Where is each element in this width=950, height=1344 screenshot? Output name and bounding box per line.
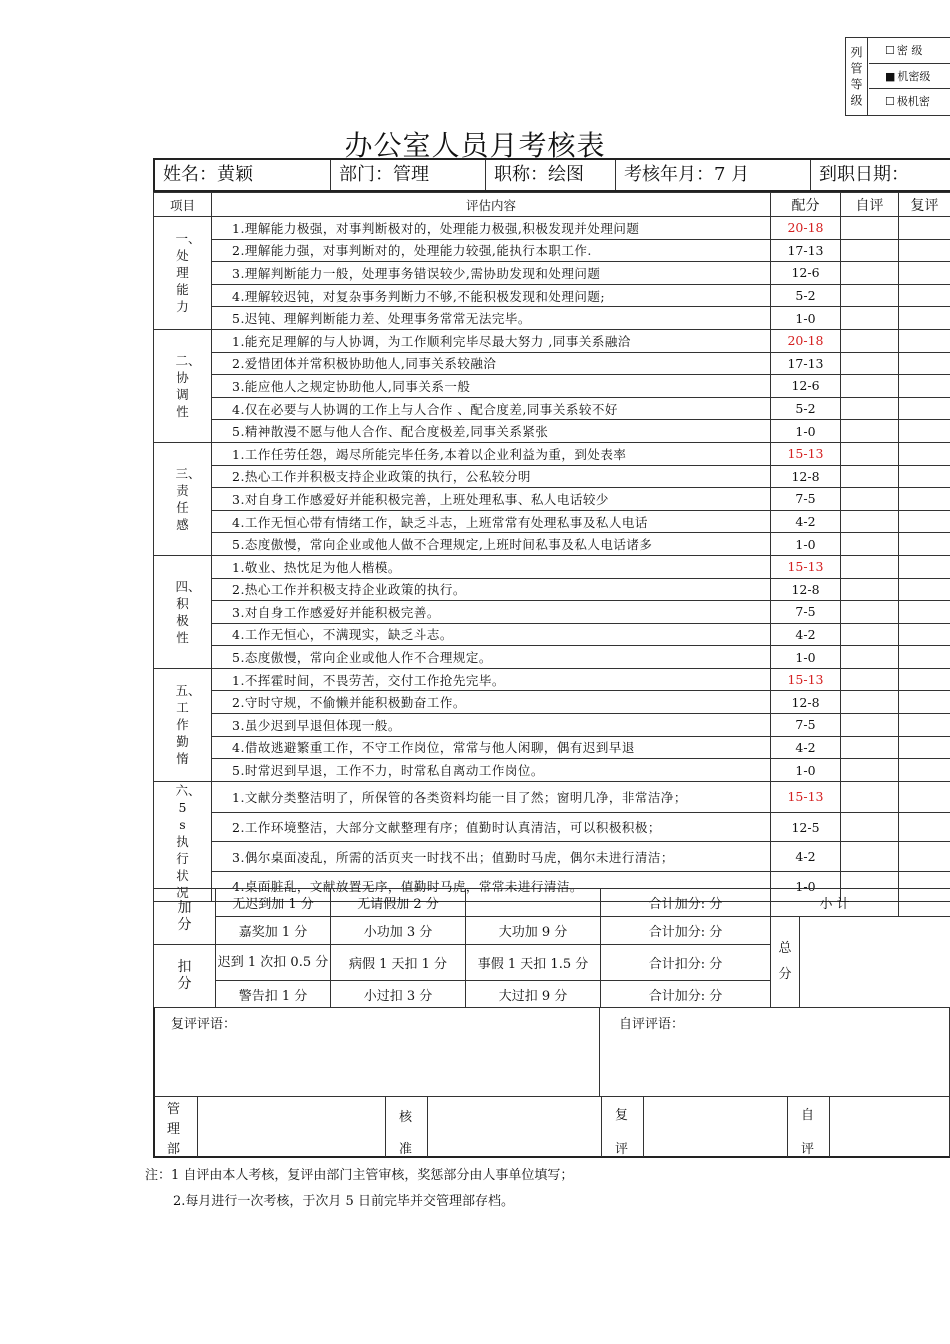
col-header-content: 评估内容 (212, 193, 771, 217)
deduct-total[interactable]: 合计扣分: 分 (601, 945, 771, 981)
review-comment-field[interactable] (165, 1032, 590, 1092)
criterion-text: 3.能应他人之规定协助他人,同事关系一般 (212, 375, 771, 398)
review-score-cell[interactable] (899, 465, 950, 488)
bonus-cell (466, 889, 601, 917)
criterion-text: 3.对自身工作感爱好并能积极完善。 (212, 601, 771, 624)
review-score-cell[interactable] (899, 510, 950, 533)
classification-label: 列管等级 (846, 38, 868, 115)
review-score-cell[interactable] (899, 533, 950, 556)
score-range: 1-0 (771, 759, 841, 782)
self-score-cell[interactable] (841, 691, 899, 714)
approve-sign-field[interactable] (429, 1097, 600, 1157)
criterion-text: 5.态度傲慢，常向企业或他人做不合理规定,上班时间私事及私人电话诸多 (212, 533, 771, 556)
review-score-cell[interactable] (899, 307, 950, 330)
deduct-cell: 大过扣 9 分 (466, 981, 601, 1008)
criterion-text: 3.偶尔桌面凌乱，所需的活页夹一时找不出；值勤时马虎，偶尔未进行清洁； (212, 842, 771, 872)
self-score-cell[interactable] (841, 239, 899, 262)
bonus-cell: 大功加 9 分 (466, 917, 601, 945)
score-range: 4-2 (771, 510, 841, 533)
bonus-total[interactable]: 合计加分: 分 (601, 917, 771, 945)
score-range: 4-2 (771, 842, 841, 872)
checkbox-icon[interactable]: ☐ (885, 44, 895, 57)
criterion-text: 2.理解能力强，对事判断对的，处理能力较强,能执行本职工作. (212, 239, 771, 262)
comments-section (153, 1007, 950, 1097)
review-score-cell[interactable] (899, 736, 950, 759)
deduct-total[interactable]: 合计加分: 分 (601, 981, 771, 1008)
criterion-text: 2.守时守规，不偷懒并能积极勤奋工作。 (212, 691, 771, 714)
deduct-cell: 迟到 1 次扣 0.5 分 (216, 945, 331, 981)
criterion-text: 1.文献分类整洁明了，所保管的各类资料均能一目了然；窗明几净，非常洁净； (212, 781, 771, 812)
self-score-cell[interactable] (841, 284, 899, 307)
page-title: 办公室人员月考核表 (344, 129, 606, 162)
criterion-text: 1.不挥霍时间，不畏劳苦，交付工作抢先完毕。 (212, 668, 771, 691)
score-range: 7-5 (771, 601, 841, 624)
self-comment-field[interactable] (610, 1032, 945, 1092)
review-score-cell[interactable] (899, 442, 950, 465)
deduct-cell: 警告扣 1 分 (216, 981, 331, 1008)
self-score-cell[interactable] (841, 397, 899, 420)
mgmt-sign-label: 管理部 (167, 1102, 181, 1157)
subtotal-review[interactable] (899, 889, 950, 917)
score-range: 4-2 (771, 623, 841, 646)
review-score-cell[interactable] (899, 284, 950, 307)
employee-header (153, 158, 950, 192)
review-score-cell[interactable] (899, 781, 950, 812)
self-score-cell[interactable] (841, 420, 899, 443)
self-score-cell[interactable] (841, 217, 899, 240)
deduct-cell: 小过扣 3 分 (331, 981, 466, 1008)
review-comment-label: 复评评语： (171, 1017, 237, 1032)
checkbox-icon[interactable]: ☐ (885, 95, 895, 108)
col-header-self: 自评 (841, 193, 899, 217)
criterion-text: 1.理解能力极强，对事判断极对的，处理能力极强,积极发现并处理问题 (212, 217, 771, 240)
self-score-cell[interactable] (841, 488, 899, 511)
col-header-score: 配分 (771, 193, 841, 217)
checkbox-icon[interactable]: ■ (885, 70, 896, 83)
criterion-text: 4.理解较迟钝，对复杂事务判断力不够,不能积极发现和处理问题; (212, 284, 771, 307)
review-score-cell[interactable] (899, 555, 950, 578)
self-score-cell[interactable] (841, 714, 899, 737)
review-score-cell[interactable] (899, 691, 950, 714)
self-score-cell[interactable] (841, 307, 899, 330)
footnote-2: 2.每月进行一次考核，于次月 5 日前完毕并交管理部存档。 (173, 1194, 514, 1209)
review-score-cell[interactable] (899, 759, 950, 782)
review-score-cell[interactable] (899, 601, 950, 624)
criterion-text: 5.态度傲慢，常向企业或他人作不合理规定。 (212, 646, 771, 669)
classification-box (845, 37, 950, 116)
self-score-cell[interactable] (841, 736, 899, 759)
bonus-cell: 嘉奖加 1 分 (216, 917, 331, 945)
review-score-cell[interactable] (899, 646, 950, 669)
review-sign-label: 复评 (615, 1108, 629, 1157)
self-score-cell[interactable] (841, 555, 899, 578)
score-range: 12-8 (771, 578, 841, 601)
review-score-cell[interactable] (899, 714, 950, 737)
review-score-cell[interactable] (899, 420, 950, 443)
review-score-cell[interactable] (899, 668, 950, 691)
self-score-cell[interactable] (841, 442, 899, 465)
score-range: 17-13 (771, 239, 841, 262)
bonus-cell: 无迟到加 1 分 (216, 889, 331, 917)
self-score-cell[interactable] (841, 510, 899, 533)
evaluation-table (153, 192, 950, 902)
criterion-text: 4.借故逃避繁重工作，不守工作岗位，常常与他人闲聊，偶有迟到早退 (212, 736, 771, 759)
subtotal-label: 小 计 (771, 889, 899, 917)
category-label: 二、协调性 (154, 329, 212, 442)
category-label: 四、积极性 (154, 555, 212, 668)
self-score-cell[interactable] (841, 842, 899, 872)
footnote-1: 注：1 自评由本人考核，复评由部门主管审核，奖惩部分由人事单位填写； (145, 1168, 574, 1183)
score-range: 12-6 (771, 262, 841, 285)
criterion-text: 1.能充足理解的与人协调，为工作顺利完毕尽最大努力 ,同事关系融洽 (212, 329, 771, 352)
review-sign-field[interactable] (645, 1097, 786, 1157)
bonus-table (153, 888, 950, 1008)
score-range: 5-2 (771, 397, 841, 420)
review-score-cell[interactable] (899, 329, 950, 352)
review-score-cell[interactable] (899, 375, 950, 398)
score-range: 12-6 (771, 375, 841, 398)
criterion-text: 4.工作无恒心，不满现实，缺乏斗志。 (212, 623, 771, 646)
self-sign-field[interactable] (831, 1097, 950, 1157)
criterion-text: 3.对自身工作感爱好并能积极完善，上班处理私事、私人电话较少 (212, 488, 771, 511)
score-range: 7-5 (771, 714, 841, 737)
review-score-cell[interactable] (899, 842, 950, 872)
score-range: 12-8 (771, 691, 841, 714)
bonus-cell: 无请假加 2 分 (331, 889, 466, 917)
deduct-points-label: 扣分 (154, 945, 216, 1008)
score-range: 15-13 (771, 781, 841, 812)
category-label: 一、处理能力 (154, 217, 212, 330)
criterion-text: 3.理解判断能力一般，处理事务错误较少,需协助发现和处理问题 (212, 262, 771, 285)
score-range: 17-13 (771, 352, 841, 375)
criterion-text: 4.仅在必要与人协调的工作上与人合作 、配合度差,同事关系较不好 (212, 397, 771, 420)
review-score-cell[interactable] (899, 578, 950, 601)
criterion-text: 1.工作任劳任怨，竭尽所能完毕任务,本着以企业利益为重，到处表率 (212, 442, 771, 465)
self-score-cell[interactable] (841, 465, 899, 488)
score-range: 1-0 (771, 872, 841, 902)
criterion-text: 5.时常迟到早退，工作不力，时常私自离动工作岗位。 (212, 759, 771, 782)
self-score-cell[interactable] (841, 623, 899, 646)
score-range: 1-0 (771, 533, 841, 556)
criterion-text: 5.精神散漫不愿与他人合作、配合度极差,同事关系紧张 (212, 420, 771, 443)
review-score-cell[interactable] (899, 623, 950, 646)
self-score-cell[interactable] (841, 668, 899, 691)
score-range: 1-0 (771, 420, 841, 443)
review-score-cell[interactable] (899, 262, 950, 285)
score-range: 20-18 (771, 217, 841, 240)
self-score-cell[interactable] (841, 601, 899, 624)
category-label: 五、工作勤惰 (154, 668, 212, 781)
review-score-cell[interactable] (899, 352, 950, 375)
employee-name: 姓名：黄颖 (155, 160, 331, 190)
score-range: 20-18 (771, 329, 841, 352)
self-score-cell[interactable] (841, 812, 899, 842)
score-range: 5-2 (771, 284, 841, 307)
review-score-cell[interactable] (899, 488, 950, 511)
self-score-cell[interactable] (841, 781, 899, 812)
deduct-cell: 事假 1 天扣 1.5 分 (466, 945, 601, 981)
classification-option[interactable]: ☐ 极机密 (869, 88, 950, 113)
criterion-text: 3.虽少迟到早退但体现一般。 (212, 714, 771, 737)
self-score-cell[interactable] (841, 329, 899, 352)
criterion-text: 5.迟钝、理解判断能力差、处理事务常常无法完毕。 (212, 307, 771, 330)
score-range: 15-13 (771, 668, 841, 691)
score-range: 4-2 (771, 736, 841, 759)
signature-row (153, 1096, 950, 1158)
self-score-cell[interactable] (841, 533, 899, 556)
criterion-text: 2.工作环境整洁，大部分文献整理有序；值勤时认真清洁，可以积极积极； (212, 812, 771, 842)
category-label: 六、5s执行状况 (154, 781, 212, 901)
score-range: 1-0 (771, 307, 841, 330)
score-range: 7-5 (771, 488, 841, 511)
self-score-cell[interactable] (841, 646, 899, 669)
criterion-text: 4.工作无恒心带有情绪工作，缺乏斗志，上班常常有处理私事及私人电话 (212, 510, 771, 533)
approve-sign-label: 核准 (399, 1110, 413, 1157)
review-score-cell[interactable] (899, 397, 950, 420)
self-score-cell[interactable] (841, 759, 899, 782)
review-score-cell[interactable] (899, 217, 950, 240)
criterion-text: 2.热心工作并积极支持企业政策的执行，公私较分明 (212, 465, 771, 488)
mgmt-sign-field[interactable] (199, 1097, 384, 1157)
category-label: 三、责任感 (154, 442, 212, 555)
self-score-cell[interactable] (841, 375, 899, 398)
review-month: 考核年月：7 月 (616, 160, 811, 190)
bonus-total[interactable]: 合计加分: 分 (601, 889, 771, 917)
review-score-cell[interactable] (899, 812, 950, 842)
total-score[interactable] (800, 917, 950, 1008)
score-range: 1-0 (771, 646, 841, 669)
self-score-cell[interactable] (841, 262, 899, 285)
total-label: 总分 (771, 917, 800, 1008)
job-title: 职称：绘图 (486, 160, 616, 190)
self-score-cell[interactable] (841, 352, 899, 375)
classification-option[interactable]: ■ 机密级 (869, 63, 950, 88)
col-header-review: 复评 (899, 193, 950, 217)
score-range: 15-13 (771, 442, 841, 465)
score-range: 12-8 (771, 465, 841, 488)
add-points-label: 加分 (154, 889, 216, 945)
criterion-text: 1.敬业、热忱足为他人楷模。 (212, 555, 771, 578)
review-score-cell[interactable] (899, 239, 950, 262)
classification-option[interactable]: ☐ 密 级 (885, 44, 923, 57)
criterion-text: 2.爱惜团体并常积极协助他人,同事关系较融洽 (212, 352, 771, 375)
criterion-text: 2.热心工作并积极支持企业政策的执行。 (212, 578, 771, 601)
self-score-cell[interactable] (841, 578, 899, 601)
bonus-cell: 小功加 3 分 (331, 917, 466, 945)
criterion-text: 4.桌面脏乱，文献放置无序，值勤时马虎，常常未进行清洁。 (212, 872, 771, 902)
deduct-cell: 病假 1 天扣 1 分 (331, 945, 466, 981)
self-sign-label: 自评 (801, 1108, 815, 1157)
col-header-item: 项目 (154, 193, 212, 217)
hire-date: 到职日期： (819, 164, 909, 185)
department: 部门：管理 (331, 160, 486, 190)
score-range: 12-5 (771, 812, 841, 842)
self-comment-label: 自评评语： (619, 1017, 685, 1032)
score-range: 15-13 (771, 555, 841, 578)
